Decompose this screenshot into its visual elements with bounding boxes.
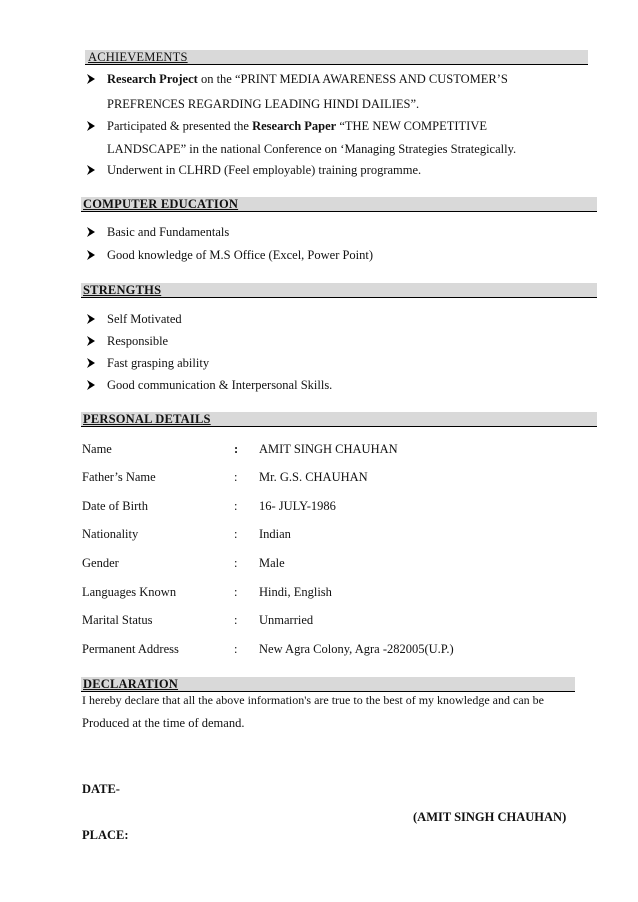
arrow-bullet-icon	[86, 313, 96, 325]
arrow-bullet-icon	[86, 73, 96, 85]
detail-label: Marital Status	[82, 613, 153, 627]
computer-education-item: Basic and Fundamentals	[107, 225, 230, 239]
arrow-bullet-icon	[86, 379, 96, 391]
detail-label: Name	[82, 442, 112, 456]
detail-label: Languages Known	[82, 585, 177, 599]
strength-item: Self Motivated	[107, 312, 182, 326]
detail-colon: :	[234, 585, 238, 599]
arrow-bullet-icon	[86, 335, 96, 347]
declaration-text-line-1: I hereby declare that all the above information's are true to the best of my knowledge and can be	[82, 693, 544, 707]
detail-value: Hindi, English	[259, 585, 332, 599]
detail-value: Mr. G.S. CHAUHAN	[259, 470, 368, 484]
detail-value: 16- JULY-1986	[259, 499, 336, 513]
achievement-item-3: Underwent in CLHRD (Feel employable) training programme.	[107, 163, 422, 177]
arrow-bullet-icon	[86, 357, 96, 369]
arrow-bullet-icon	[86, 164, 96, 176]
personal-details-heading: PERSONAL DETAILS	[83, 412, 211, 426]
detail-colon: :	[234, 556, 238, 570]
detail-value: AMIT SINGH CHAUHAN	[259, 442, 398, 456]
detail-colon: :	[234, 527, 238, 541]
detail-value: Indian	[259, 527, 291, 541]
computer-education-heading: COMPUTER EDUCATION	[83, 197, 239, 211]
detail-colon: :	[234, 642, 238, 656]
detail-value: Male	[259, 556, 285, 570]
arrow-bullet-icon	[86, 120, 96, 132]
detail-label: Nationality	[82, 527, 139, 541]
declaration-text-line-2: Produced at the time of demand.	[82, 716, 245, 730]
strengths-heading: STRENGTHS	[83, 283, 162, 297]
declaration-heading: DECLARATION	[83, 677, 179, 691]
achievement-item-1-line-1: Research Project on the “PRINT MEDIA AWARENESS AND CUSTOMER’S	[107, 72, 508, 86]
achievement-item-1-line-2: PREFRENCES REGARDING LEADING HINDI DAILIES”.	[107, 97, 420, 111]
detail-value: New Agra Colony, Agra -282005(U.P.)	[259, 642, 454, 656]
detail-label: Gender	[82, 556, 119, 570]
detail-label: Date of Birth	[82, 499, 148, 513]
achievements-heading: ACHIEVEMENTS	[88, 50, 188, 64]
detail-colon: :	[234, 613, 238, 627]
detail-label: Permanent Address	[82, 642, 179, 656]
strength-item: Fast grasping ability	[107, 356, 210, 370]
detail-colon: :	[234, 499, 238, 513]
date-label: DATE-	[82, 782, 120, 796]
achievement-item-2-line-1: Participated & presented the Research Paper “THE NEW COMPETITIVE	[107, 119, 487, 133]
detail-label: Father’s Name	[82, 470, 156, 484]
detail-colon: :	[234, 442, 239, 456]
signature-name: (AMIT SINGH CHAUHAN)	[413, 810, 567, 824]
strength-item: Responsible	[107, 334, 169, 348]
arrow-bullet-icon	[86, 226, 96, 238]
arrow-bullet-icon	[86, 249, 96, 261]
place-label: PLACE:	[82, 828, 129, 842]
strength-item: Good communication & Interpersonal Skills.	[107, 378, 333, 392]
achievement-item-2-line-2: LANDSCAPE” in the national Conference on ‘Managing Strategies Strategically.	[107, 142, 517, 156]
detail-value: Unmarried	[259, 613, 314, 627]
computer-education-item: Good knowledge of M.S Office (Excel, Power Point)	[107, 248, 374, 262]
detail-colon: :	[234, 470, 238, 484]
